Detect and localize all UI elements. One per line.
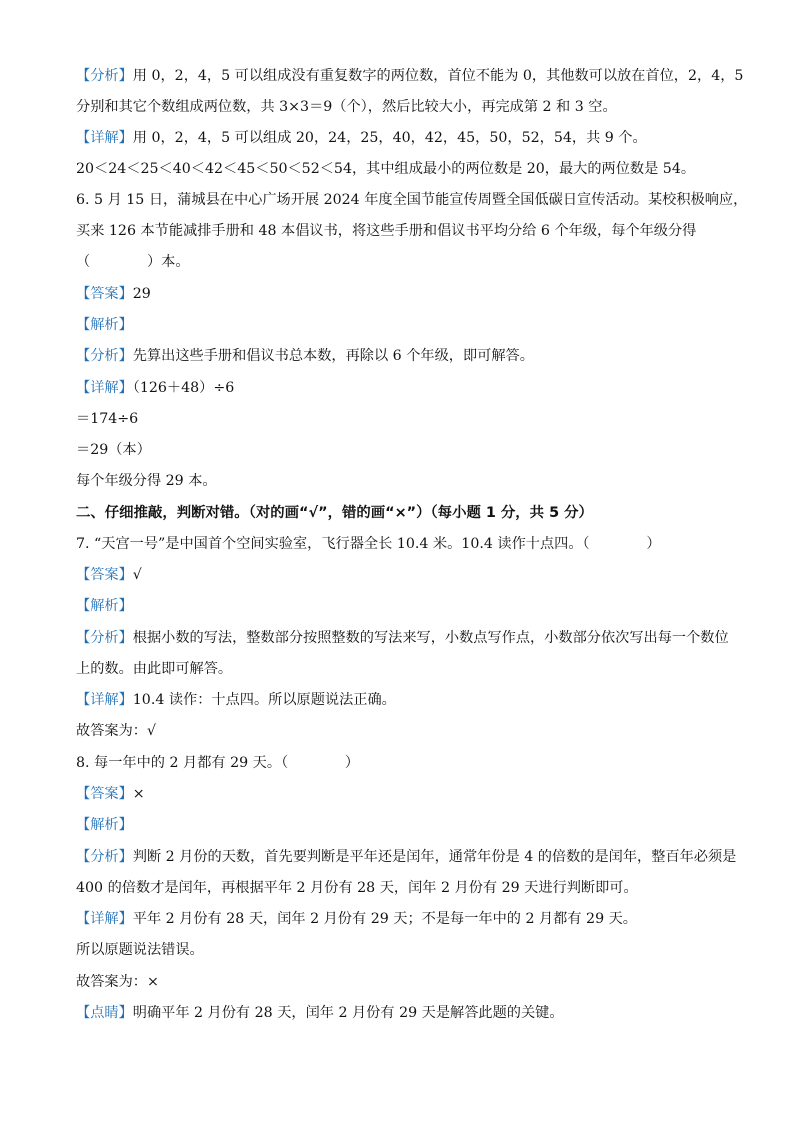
text: ＝174÷6 [76,411,139,427]
analysis-line [76,66,743,86]
text: 平年 2 月份有 28 天，闰年 2 月份有 29 天；不是每一年中的 2 月都有 29 天。 [132,911,637,927]
analysis-tag: 【分析】 [76,849,133,865]
text: （ ）本。 [76,254,190,270]
answer-line [76,784,145,804]
answer-line [76,565,142,585]
analysis-line [76,847,736,867]
text: 20＜24＜25＜40＜42＜45＜50＜52＜54，其中组成最小的两位数是 20，最大的两位数是 54。 [76,161,696,177]
detail-tag: 【详解】 [76,692,133,708]
explanation-tag: 【解析】 [76,817,133,833]
analysis-line [76,346,534,366]
detail-line [76,909,637,929]
explanation-tag: 【解析】 [76,598,133,614]
text: ＝29（本） [76,442,151,458]
answer-value: × [132,786,145,802]
analysis-tag: 【分析】 [76,348,133,364]
answer-tag: 【答案】 [76,567,133,583]
detail-tag: 【详解】 [76,380,133,396]
text-line [76,252,190,272]
explanation-line [76,315,133,335]
text-line [76,878,638,898]
key-point-tag: 【点睛】 [76,1005,133,1021]
detail-tag: 【详解】 [76,130,133,146]
answer-value: √ [132,567,142,583]
explanation-line [76,596,133,616]
text-line [76,221,696,241]
text: 7. “天宫一号”是中国首个空间实验室，飞行器全长 10.4 米。10.4 读作十点四。（ ） [76,536,661,552]
text: 用 0，2，4，5 可以组成没有重复数字的两位数，首位不能为 0，其他数可以放在首位，2，4，5 [132,68,744,84]
question-6 [76,190,747,210]
text: 10.4 读作：十点四。所以原题说法正确。 [132,692,396,708]
text: 买来 126 本节能减排手册和 48 本倡议书，将这些手册和倡议书平均分给 6 个年级，每个年级分得 [76,223,697,239]
text-line [76,940,204,960]
text-line [76,972,159,992]
text: 故答案为：× [76,974,159,990]
text: 8. 每一年中的 2 月都有 29 天。（ ） [76,755,360,771]
text-line [76,721,156,741]
text: （126＋48）÷6 [132,380,235,396]
text: 所以原题说法错误。 [76,942,204,958]
text-line [76,659,232,679]
text: 400 的倍数才是闰年，再根据平年 2 月份有 28 天，闰年 2 月份有 29 天进行判断即可。 [76,880,638,896]
text: 分别和其它个数组成两位数，共 3×3＝9（个），然后比较大小，再完成第 2 和 3 空。 [76,99,617,115]
text: 判断 2 月份的天数，首先要判断是平年还是闰年，通常年份是 4 的倍数的是闰年，整百年必须是 [132,849,737,865]
text: 6. 5 月 15 日，蒲城县在中心广场开展 2024 年度全国节能宣传周暨全国低碳日宣传活动。某校积极响应， [76,192,748,208]
answer-tag: 【答案】 [76,286,133,302]
text-line [76,440,151,460]
detail-tag: 【详解】 [76,911,133,927]
text: 用 0，2，4，5 可以组成 20，24，25，40，42，45，50，52，54，共 9 个。 [132,130,647,146]
analysis-tag: 【分析】 [76,68,133,84]
text: 故答案为：√ [76,723,156,739]
text-line [76,159,695,179]
section-heading [76,503,593,523]
answer-value: 29 [132,286,151,302]
answer-tag: 【答案】 [76,786,133,802]
detail-line [76,378,234,398]
text-line [76,97,617,117]
explanation-line [76,815,133,835]
text: 根据小数的写法，整数部分按照整数的写法来写，小数点写作点，小数部分依次写出每一个数位 [132,630,729,646]
detail-line [76,128,647,148]
text: 先算出这些手册和倡议书总本数，再除以 6 个年级，即可解答。 [132,348,534,364]
text: 每个年级分得 29 本。 [76,473,217,489]
question-8 [76,753,359,773]
analysis-line [76,628,729,648]
text-line [76,409,138,429]
detail-line [76,690,396,710]
text: 明确平年 2 月份有 28 天，闰年 2 月份有 29 天是解答此题的关键。 [132,1005,564,1021]
question-7 [76,534,661,554]
key-point-line [76,1003,564,1023]
answer-line [76,284,151,304]
text-line [76,471,217,491]
text: 上的数。由此即可解答。 [76,661,233,677]
text: 二、仔细推敲，判断对错。（对的画“√”，错的画“×”）（每小题 1 分，共 5 分） [76,505,593,521]
analysis-tag: 【分析】 [76,630,133,646]
explanation-tag: 【解析】 [76,317,133,333]
